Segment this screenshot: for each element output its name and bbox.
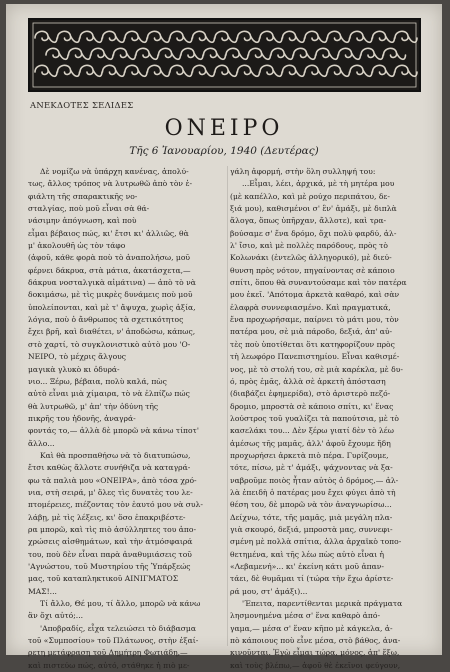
text-line: 'Έπειτα, παρεντίθενται μερικὰ πράγματα — [242, 599, 403, 609]
text-line: νάσιμην ἀπόγνωση, καὶ ποὺ — [28, 216, 137, 226]
text-line: νια, στὴ σειρά, μ' ὅλες τὶς δυνατὲς του λε- — [28, 487, 193, 497]
text-line: μαγικὰ γλυκὸ κι ὀδυρά- — [28, 364, 120, 374]
text-line: μ' ἀκολουθῆ ὡς τὸν τάφο — [28, 241, 126, 251]
text-line: τάει, δὲ θυμᾶμαι τί (τώρα τὴν ἔχω ἀρίστε- — [230, 574, 394, 584]
text-line: φέρνει δάκρυα, στὰ μάτια, ἀκατάσχετα,— — [28, 265, 191, 275]
text-line: χρώσεις αἰσθημάτων, καὶ τὴν ἀτμόσφαιρά — [28, 537, 193, 547]
text-line: μου ἐκεῖ. 'Απότομα ἀρκετὰ καθαρό, καὶ σὰν — [230, 290, 400, 300]
text-line: κινοῦνται. Ἐγὼ εἶμαι τώρα, μόνος, ἀπ' ἔξω, — [230, 648, 400, 658]
text-line: Δείχνω, τότε, τῆς μαμᾶς, μιὰ μεγάλη πλα- — [230, 512, 393, 522]
text-line: τὲς ποὺ ὑποτίθεται ὅτι κατηφορίζουν πρὸς — [230, 339, 395, 349]
text-line: τὴ λεωφόρο Πανεπιστημίου. Εἶναι καθισμέ- — [230, 352, 400, 362]
text-line: 'Αγνώστου, τοῦ Μυστηρίου τῆς Ὑπάρξεώς — [28, 562, 191, 571]
text-line: εἶμαι βέβαιος πώς, κι' ἔτσι κι' ἀλλιῶς, θὰ — [28, 228, 189, 238]
text-line: Τί ἄλλο, Θέ μου, τί ἄλλο, μπορῶ νὰ κάνω — [40, 599, 201, 609]
text-line: ρα μπορῶ, καὶ τὶς πιὸ ἀσύλληπτες του ἀπο- — [28, 524, 197, 534]
page-title: ΟΝΕΙΡΟ — [164, 116, 284, 141]
text-line: ἐλαφρὰ συννεφιασμένο. Καὶ πραγματικά, — [230, 302, 391, 312]
text-line: ΝΕΙΡΟ, τὸ μέχρις ἄλγους — [28, 352, 127, 362]
text-line: λάβῃ, μὲ τὶς λέξεις, κι' ὅσο ἐπακριβέστε- — [28, 512, 186, 522]
right-text-column — [230, 166, 426, 672]
text-line: ἔτσι καθὼς ἄλλοτε συνήθιζα νὰ καταγρά- — [28, 463, 191, 473]
text-line: ΜΑΣ!... — [28, 586, 57, 596]
text-line: ἔχει βρῆ, καὶ διαθέτει, ν' ἀποδώσω, κάπως, — [28, 327, 196, 337]
text-line: ἄλογα, ὅπως ὑπῆρχαν, ἄλλοτε), καὶ τρα- — [230, 216, 387, 226]
document-page — [6, 4, 442, 670]
text-line: δάκρυα νοσταλγικὰ αἰμάτινα) — ἀπὸ τὸ νὰ — [28, 278, 196, 288]
text-line: γαμα,— μέσα σ' ἕναν κῆπο μὲ κάγκελα, ἀ- — [230, 623, 393, 633]
text-line: του, ποὺ δὲν εἶναι παρὰ ἀναθυμιάσεις τοῦ — [28, 549, 192, 559]
text-line: αὐτὸ εἶναι μιὰ χίμαιρα, τὸ νὰ ἐλπίζω πώς — [28, 389, 190, 399]
text-line: σπίτι, ὅπου θὰ συναντούσαμε καὶ τὸν πατέρα — [230, 278, 407, 288]
text-line: ἄλλο... — [28, 438, 55, 448]
page-subtitle-date: Τῆς 6 Ἰανουαρίου, 1940 (Δευτέρας) — [129, 145, 319, 157]
text-line: ...Εἶμαι, λέει, ἀρχικά, μὲ τὴ μητέρα μου — [242, 179, 395, 189]
text-line: τότε, πίσω, μὲ τ' ἀμάξι, ψάχνοντας νὰ ξα- — [230, 463, 393, 473]
text-line: γάλη ἀφορμή, στὴν ὅλη συλληψή του: — [230, 167, 376, 176]
text-line: ἀμέσως τῆς μαμᾶς, ἀλλ' ἀφοῦ ἔχουμε ἤδη — [230, 438, 391, 448]
text-line: ρετη μετάφραση τοῦ Δημήτρη Φωτιάδη,— — [28, 648, 188, 658]
text-line: θέση του, δὲ μπορῶ νὰ τὸν ἀναγνωρίσω... — [230, 500, 392, 510]
text-line: πικρῆς του ἡδονῆς, ἀναγρά- — [28, 413, 136, 423]
text-line: τως, ἄλλος τρόπος νὰ λυτρωθῶ ἀπὸ τὸν ἐ- — [28, 179, 193, 189]
text-line: Δὲ νομίζω νὰ ὑπάρχη κανένας, ἀπολύ- — [40, 167, 189, 176]
text-line: προχωρήσει ἀρκετὰ πιὸ πέρα. Γυρίζουμε, — [230, 450, 389, 460]
text-line: 'Αποβραδίς, εἶχα τελειώσει τὸ διάβασμα — [40, 623, 196, 633]
text-line: σταλγίας, ποὺ μοῦ εἶναι σὰ θά- — [28, 204, 150, 214]
text-line: πατέρα μου, σὲ μιὰ πάροδο, δεξιά, ἀπ' αὐ- — [230, 327, 393, 337]
text-line: λόγια, ποὺ ὁ ἄνθρωπος τὰ σχετικότητος — [28, 315, 184, 325]
text-line: δοκιμάσω, μὲ τὶς μικρὲς δυνάμεις ποὺ μοῦ — [28, 290, 193, 300]
left-text-column — [28, 166, 223, 672]
text-line: νος, μὲ τὸ στολή του, σὲ μιὰ καρέκλα, μὲ δυ- — [230, 364, 403, 374]
text-line: νιο... Ξέρω, βέβαια, πολὺ καλά, πὼς — [28, 376, 167, 386]
text-line: μας, τοῦ καταπληκτικοῦ ΑΙΝΙΓΜΑΤΟΣ — [28, 574, 179, 584]
text-line: πὸ κάποιους ποὺ εἶνε μέσα, στὸ βάθος, ἀνα- — [230, 636, 401, 646]
text-line: ρά μου, στ' ἀμάξι)... — [230, 586, 308, 596]
text-line: βούσαμε σ' ἕνα δρόμο, ὄχι πολὺ φαρδύ, ἀλ- — [230, 228, 397, 238]
text-line: καὶ πιστεύω πώς, αὐτό, στάθηκε ἡ πιὸ με- — [28, 660, 190, 670]
text-line: δρομιο, μπροστὰ σὲ κάποιο σπίτι, κι' ἕνας — [230, 401, 394, 411]
text-line: Κολωνάκι (ἐντελῶς ἀλληγορικό), μὲ διεύ- — [230, 253, 392, 263]
text-line: ό, πρὸς ἐμᾶς, ἀλλὰ σὲ ἀρκετὴ ἀπόσταση — [230, 376, 386, 386]
text-line: φω τὰ παλιὰ μου «ΟΝΕΙΡΑ», ἀπὸ τόσα χρό- — [28, 475, 197, 485]
text-line: τοῦ «Συμποσίου» τοῦ Πλάτωνος, στὴν ἐξαί- — [28, 636, 199, 646]
text-line: Καὶ θὰ προσπαθήσω νὰ τὸ διατυπώσω, — [40, 450, 191, 460]
section-label: ΑΝΕΚΔΟΤΕΣ ΣΕΛΙΔΕΣ — [30, 100, 134, 110]
text-line: λούστρος τοῦ γυαλίζει τὰ παπούτσια, μὲ τὸ — [230, 413, 399, 423]
text-line: ἕνα προχωρήσαμε, παίρνει τὸ μάτι μου, τὸν — [230, 315, 399, 325]
decorative-header-banner — [28, 18, 421, 92]
text-line: καὶ τοὺς βλέπω,— ἀφοῦ θὲ ἐκεῖνοι φεύγουν, — [230, 660, 401, 670]
text-line: κασελάκι του... Δὲν ξέρω γιατί δὲν τὸ λέω — [230, 426, 394, 436]
ornamental-scroll-pattern — [30, 20, 419, 90]
text-line: ὑπολείπονται, καὶ μὲ τ' ἄψυχα, χωρὶς ἀξία, — [28, 302, 196, 312]
text-line: (διαβάζει ἐφημερίδα), στὸ ἀριστερὸ πεζό- — [230, 389, 391, 399]
text-line: θὰ λυτρωθῶ, μ' ἀπ' τὴν ὀδύνη τῆς — [28, 401, 159, 411]
text-line: λ' ἴσιο, καὶ μὲ πολλὲς παρόδους, πρὸς τὸ — [230, 241, 388, 251]
text-line: σμένη μὲ πολλὰ σπίτια, ἀλλα ἀρχαϊκὸ τοπο- — [230, 537, 402, 547]
text-line: (μὲ καπέλλο, καὶ μὲ ρούχο περιπάτου, δε- — [230, 191, 390, 201]
text-line: στὸ χαρτί, τὸ συγκλονιστικὸ αὐτὸ μου 'Ο- — [28, 339, 191, 349]
text-line: λησμονημένα μέσα σ' ἕνα καθαρὸ ἀπό- — [230, 611, 381, 621]
text-line: φιάλτη τῆς σπαρακτικῆς νο- — [28, 191, 138, 201]
text-line: ξιά μου), καθισμένοι σ' ἓν' ἀμάξι, μὲ διπλὰ — [230, 204, 397, 214]
text-line: ναβροῦμε ποιὸς ἦταν αὐτὸς ὁ δρόμος,— ἀλ- — [230, 475, 399, 485]
text-line: (ἀφοῦ, κάθε φορὰ ποὺ τὸ ἀναπολήσω, μοῦ — [28, 253, 191, 263]
text-line: «Λεβαμενή»... κι' ἐκείνη κάτι μοῦ ἀπαν- — [230, 562, 384, 571]
text-line: φοντάς το,— ἀλλὰ δὲ μπορῶ νὰ κάνω τίποτ' — [28, 426, 199, 436]
text-line: λὰ ἐπειδὴ ὁ πατέρας μου ἔχει φύγει ἀπὸ τὴ — [230, 487, 396, 497]
text-line: γιὰ σκουρό, δεξιά, μπροστὰ μας, συννεφι- — [230, 524, 393, 534]
text-line: θυνση πρὸς νότον, πηγαίνοντας σὲ κάποιο — [230, 265, 395, 275]
text-line: ἂν ὄχι αὐτό;... — [28, 611, 84, 621]
text-line: θετημένα, καὶ τῆς λέω πὼς αὐτὸ εἶναι ἡ — [230, 549, 385, 559]
column-divider — [227, 166, 228, 646]
text-line: πτομέρειες, πιέζοντας τὸν ἑαυτό μου νὰ συλ- — [28, 500, 203, 510]
